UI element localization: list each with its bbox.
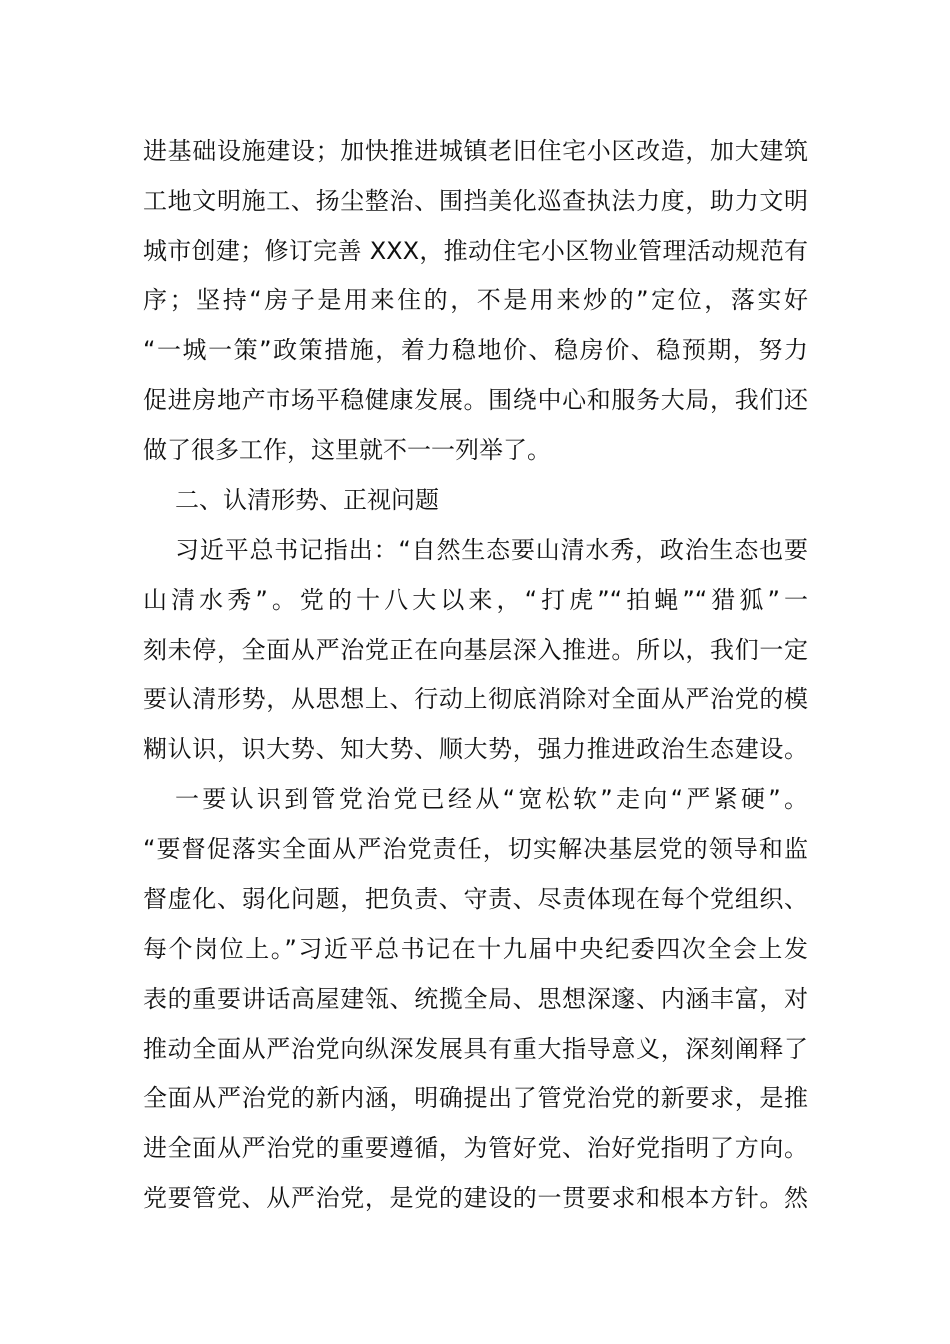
text-line: 进基础设施建设；加快推进城镇老旧住宅小区改造，加大建筑 <box>143 137 808 165</box>
text-line: 糊认识，识大势、知大势、顺大势，强力推进政治生态建设。 <box>143 735 808 763</box>
text-line: 工地文明施工、扬尘整治、围挡美化巡查执法力度，助力文明 <box>143 187 808 215</box>
text-line: 城市创建；修订完善 XXX，推动住宅小区物业管理活动规范有 <box>143 237 808 265</box>
text-line: 促进房地产市场平稳健康发展。围绕中心和服务大局，我们还 <box>143 386 808 414</box>
text-line: 督虚化、弱化问题，把负责、守责、尽责体现在每个党组织、 <box>143 885 808 913</box>
text-line: 党要管党、从严治党，是党的建设的一贯要求和根本方针。然 <box>143 1184 808 1212</box>
text-line: “一城一策”政策措施，着力稳地价、稳房价、稳预期，努力 <box>143 336 808 364</box>
text-line: 山清水秀”。党的十八大以来，“打虎”“拍蝇”“猎狐”一 <box>143 586 808 614</box>
text-line: 习近平总书记指出：“自然生态要山清水秀，政治生态也要 <box>175 536 808 564</box>
text-line: 表的重要讲话高屋建瓴、统揽全局、思想深邃、内涵丰富，对 <box>143 985 808 1013</box>
text-line: “要督促落实全面从严治党责任，切实解决基层党的领导和监 <box>143 835 808 863</box>
section-heading: 二、认清形势、正视问题 <box>175 486 439 514</box>
text-line: 全面从严治党的新内涵，明确提出了管党治党的新要求，是推 <box>143 1084 808 1112</box>
text-line: 刻未停，全面从严治党正在向基层深入推进。所以，我们一定 <box>143 636 808 664</box>
text-line: 做了很多工作，这里就不一一列举了。 <box>143 436 551 464</box>
text-line: 每个岗位上。”习近平总书记在十九届中央纪委四次全会上发 <box>143 935 808 963</box>
text-line: 要认清形势，从思想上、行动上彻底消除对全面从严治党的模 <box>143 685 808 713</box>
text-line: 推动全面从严治党向纵深发展具有重大指导意义，深刻阐释了 <box>143 1035 808 1063</box>
text-line: 进全面从严治党的重要遵循，为管好党、治好党指明了方向。 <box>143 1134 808 1162</box>
text-line: 序；坚持“房子是用来住的，不是用来炒的”定位，落实好 <box>143 286 808 314</box>
text-line: 一要认识到管党治党已经从“宽松软”走向“严紧硬”。 <box>175 785 808 813</box>
